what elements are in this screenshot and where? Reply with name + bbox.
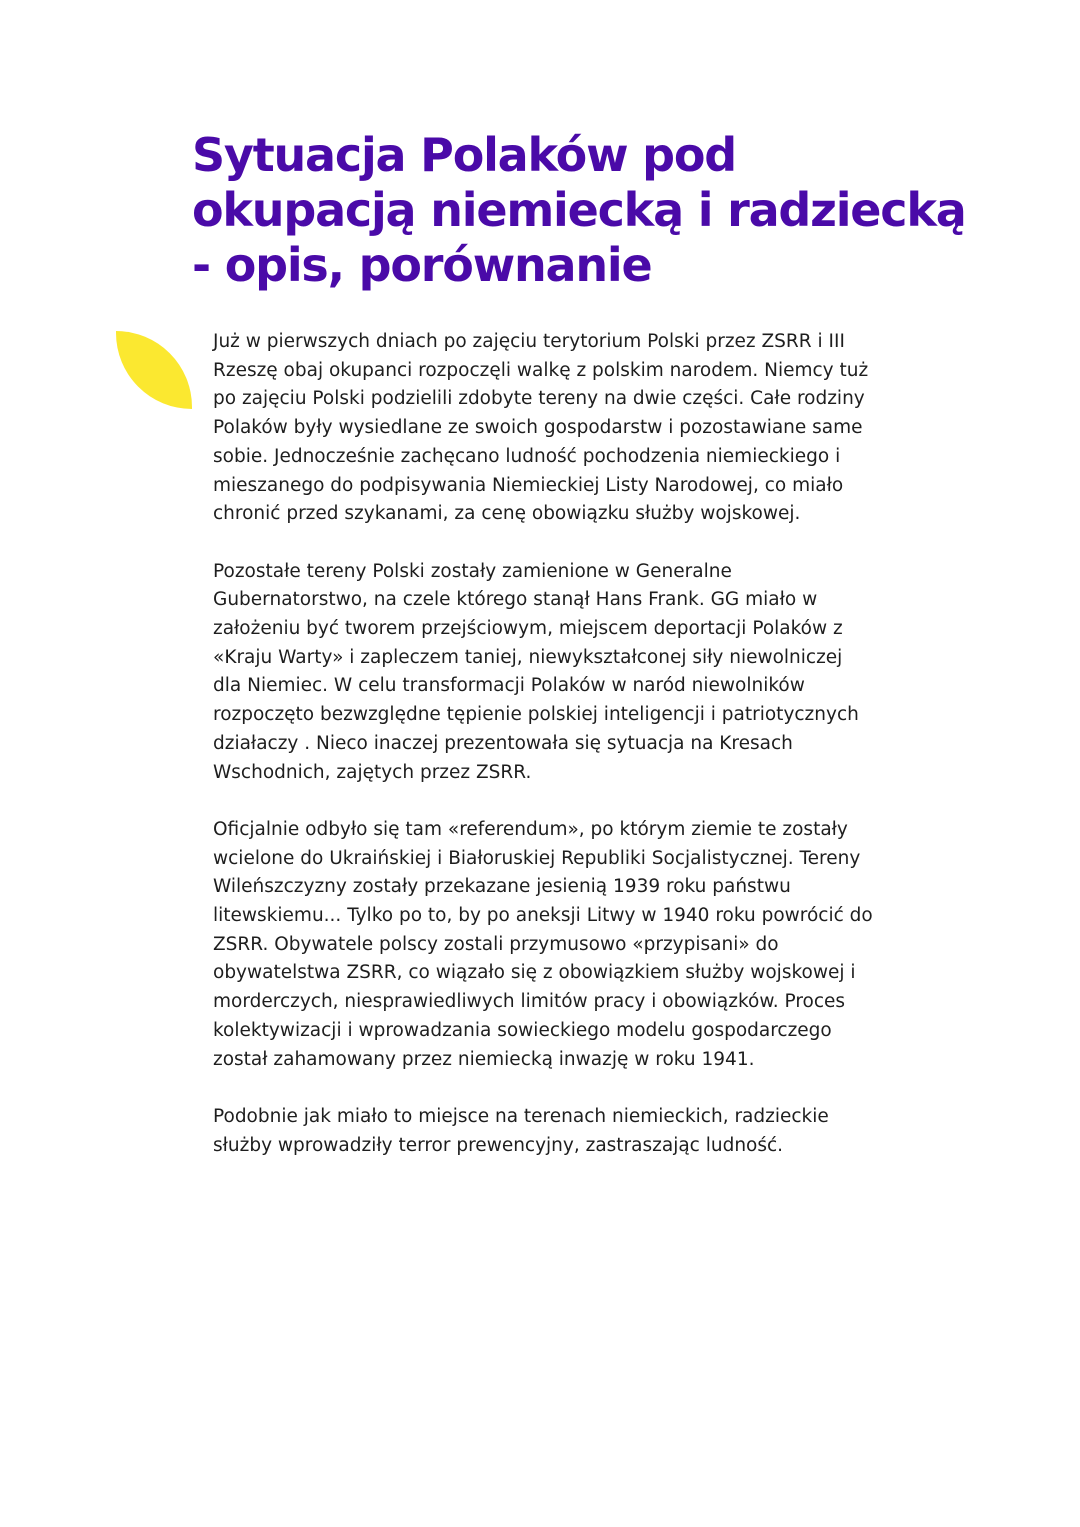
text-line: Rzeszę obaj okupanci rozpoczęli walkę z polskim narodem. Niemcy tuż <box>213 359 869 381</box>
title-line: - opis, porównanie <box>192 238 652 292</box>
text-line: Wschodnich, zajętych przez ZSRR. <box>213 761 532 783</box>
text-line: działaczy . Nieco inaczej prezentowała się sytuacja na Kresach <box>213 732 793 754</box>
text-line: dla Niemiec. W celu transformacji Polaków w naród niewolników <box>213 675 805 697</box>
text-line: obywatelstwa ZSRR, co wiązało się z obowiązkiem służby wojskowej i <box>213 962 856 984</box>
text-line: rozpoczęto bezwzględne tępienie polskiej inteligencji i patriotycznych <box>213 704 859 726</box>
text-line: litewskiemu... Tylko po to, by po aneksji Litwy w 1940 roku powrócić do <box>213 905 873 927</box>
text-line: chronić przed szykanami, za cenę obowiązku służby wojskowej. <box>213 503 801 525</box>
text-line: Wileńszczyzny zostały przekazane jesienią 1939 roku państwu <box>213 876 791 898</box>
text-line: kolektywizacji i wprowadzania sowieckiego modelu gospodarczego <box>213 1019 832 1041</box>
article-body <box>213 328 933 1189</box>
text-line: morderczych, niesprawiedliwych limitów pracy i obowiązków. Proces <box>213 991 846 1013</box>
paragraph-1 <box>213 328 933 529</box>
title-line: Sytuacja Polaków pod <box>192 128 737 182</box>
text-line: ZSRR. Obywatele polscy zostali przymusowo «przypisani» do <box>213 933 779 955</box>
text-line: Pozostałe tereny Polski zostały zamienione w Generalne <box>213 560 732 582</box>
text-line: mieszanego do podpisywania Niemieckiej Listy Narodowej, co miało <box>213 474 844 496</box>
text-line: służby wprowadziły terror prewencyjny, zastraszając ludność. <box>213 1134 784 1156</box>
text-line: został zahamowany przez niemiecką inwazję w roku 1941. <box>213 1048 755 1070</box>
text-line: Polaków były wysiedlane ze swoich gospodarstw i pozostawiane same <box>213 417 863 439</box>
paragraph-3 <box>213 816 933 1074</box>
text-line: Podobnie jak miało to miejsce na terenach niemieckich, radzieckie <box>213 1105 829 1127</box>
title-line: okupacją niemiecką i radziecką <box>192 183 966 237</box>
paragraph-4 <box>213 1103 933 1160</box>
text-line: Gubernatorstwo, na czele którego stanął Hans Frank. GG miało w <box>213 589 818 611</box>
text-line: Oficjalnie odbyło się tam «referendum», po którym ziemie te zostały <box>213 818 848 840</box>
paragraph-2 <box>213 558 933 788</box>
text-line: Już w pierwszych dniach po zajęciu terytorium Polski przez ZSRR i III <box>213 331 845 352</box>
page-title <box>192 128 1012 293</box>
text-line: sobie. Jednocześnie zachęcano ludność pochodzenia niemieckiego i <box>213 445 841 467</box>
leaf-decoration-icon <box>116 331 192 409</box>
text-line: po zajęciu Polski podzielili zdobyte tereny na dwie części. Całe rodziny <box>213 388 865 410</box>
text-line: założeniu być tworem przejściowym, miejscem deportacji Polaków z <box>213 618 843 640</box>
text-line: wcielone do Ukraińskiej i Białoruskiej Republiki Socjalistycznej. Tereny <box>213 847 861 869</box>
text-line: «Kraju Warty» i zapleczem taniej, niewykształconej siły niewolniczej <box>213 646 843 668</box>
